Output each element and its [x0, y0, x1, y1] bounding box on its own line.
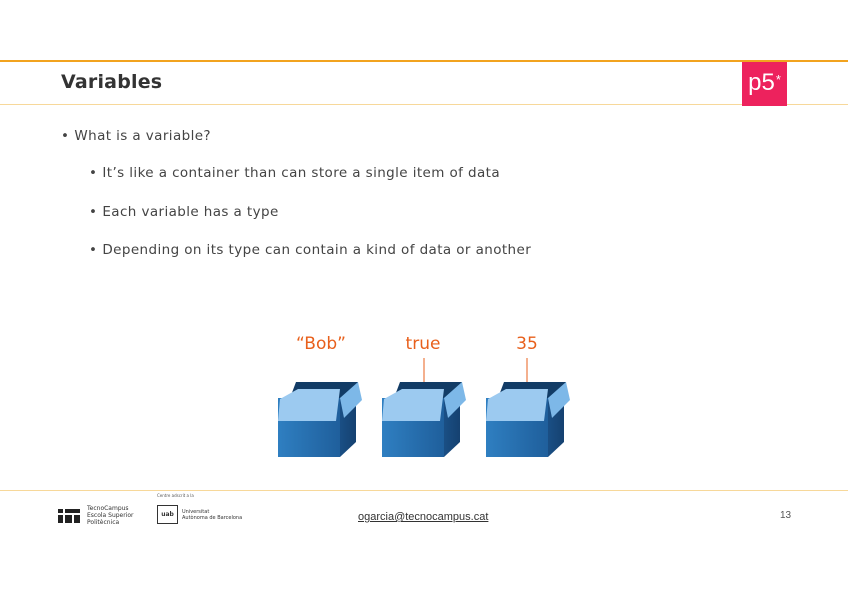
bullet-text: It’s like a container than can store a single item of data — [102, 165, 500, 181]
box-label-35: 35 — [516, 334, 538, 354]
footer-rule — [0, 490, 848, 491]
uab-line: Autònoma de Barcelona — [182, 514, 243, 521]
uab-caption: Centre adscrit a la — [157, 493, 194, 498]
tecnocampus-line: Escola Superior — [87, 512, 134, 519]
box-label-true: true — [405, 334, 441, 354]
box-label-bob: “Bob” — [296, 334, 346, 354]
bullet-text: Depending on its type can contain a kind of data or another — [102, 242, 532, 258]
p5-logo-text: p5 — [748, 69, 775, 96]
uab-mark: uab — [157, 505, 178, 524]
bullet-item: • It’s like a container than can store a single item of data — [89, 165, 500, 181]
box-icon — [486, 382, 570, 457]
slide-title: Variables — [61, 71, 163, 93]
bullet-text: What is a variable? — [74, 128, 212, 144]
p5-logo — [742, 62, 787, 106]
tecnocampus-line: Politècnica — [87, 519, 120, 526]
bullet-item: • Depending on its type can contain a kind of data or another — [89, 242, 532, 258]
email-link[interactable]: ogarcia@tecnocampus.cat — [358, 511, 489, 523]
title-rule — [0, 104, 848, 105]
uab-line: Universitat — [182, 508, 210, 515]
bullet-item: • What is a variable? — [61, 128, 212, 144]
box-icon — [278, 382, 362, 457]
header-rule — [0, 60, 848, 62]
tecnocampus-icon — [58, 508, 80, 524]
tecnocampus-text — [87, 505, 134, 526]
p5-logo-asterisk: * — [775, 71, 781, 87]
tecnocampus-line: TecnoCampus — [87, 505, 129, 512]
container-boxes-illustration — [270, 350, 580, 465]
uab-text — [182, 509, 242, 521]
box-icon — [382, 382, 466, 457]
page-number: 13 — [780, 510, 792, 521]
bullet-text: Each variable has a type — [102, 204, 279, 220]
uab-logo — [157, 493, 242, 524]
bullet-item: • Each variable has a type — [89, 204, 279, 220]
tecnocampus-logo — [58, 505, 134, 526]
